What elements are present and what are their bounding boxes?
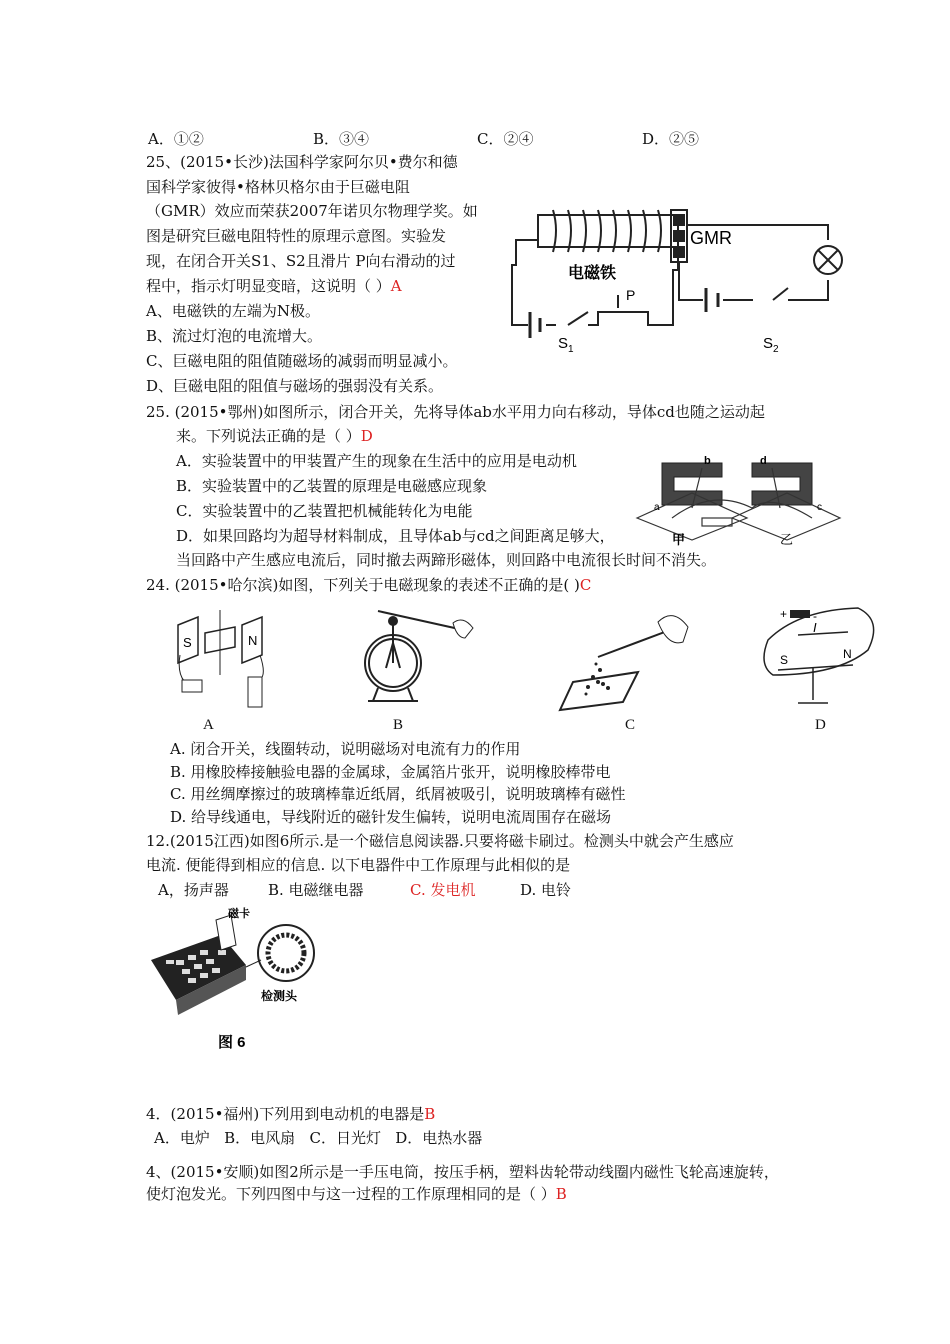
- q4a-line: 4．(2015•福州)下列用到电动机的电器是B: [146, 1105, 436, 1123]
- fig-a-s: S: [183, 635, 192, 650]
- q12-line-2: 电流. 便能得到相应的信息. 以下电器件中工作原理与此相似的是: [146, 856, 571, 874]
- q12-option-c: C. 发电机: [410, 881, 476, 899]
- q25b-option-d: D．如果回路均为超导材料制成，且导体ab与cd之间距离足够大，: [176, 527, 615, 545]
- q4b-line-1: 4、(2015•安顺)如图2所示是一手压电筒，按压手柄，塑料齿轮带动线圈内磁性飞轮高速旋转，: [146, 1163, 779, 1181]
- q25a-line-1: 25、(2015•长沙)法国科学家阿尔贝•费尔和德: [146, 153, 458, 171]
- switch-s2-label: $S_2$: [763, 335, 779, 355]
- fig-label-b: B: [393, 717, 404, 733]
- fig-d-s: S: [780, 653, 789, 667]
- horseshoe-magnets-figure: [632, 448, 844, 548]
- top-option-b: B．③④: [313, 130, 370, 148]
- q25a-line-2: 国科学家彼得•格林贝格尔由于巨磁电阻: [146, 178, 410, 196]
- top-option-d: D．②⑤: [642, 130, 700, 148]
- card-label: 磁卡: [228, 908, 250, 920]
- q25b-option-c: C．实验装置中的乙装置把机械能转化为电能: [176, 502, 473, 520]
- q25a-option-a: A、电磁铁的左端为N极。: [146, 302, 320, 320]
- fig-label-d: D: [815, 717, 826, 733]
- slider-p-label: P: [626, 287, 636, 303]
- fig-d-minus: -: [813, 609, 817, 623]
- q25a-option-c: C、巨磁电阻的阻值随磁场的减弱而明显减小。: [146, 352, 458, 370]
- q12-line-1: 12.(2015江西)如图6所示.是一个磁信息阅读器.只要将磁卡刷过。检测头中就会产生感应: [146, 832, 734, 850]
- q25a-line-3: （GMR）效应而荣获2007年诺贝尔物理学奖。如: [146, 202, 478, 220]
- q25b-line-1: 25. (2015•鄂州)如图所示，闭合开关，先将导体ab水平用力向右移动，导体cd也随之运动起: [146, 403, 765, 421]
- fig-d-plus: +: [780, 607, 788, 621]
- q25a-answer: A: [390, 277, 402, 295]
- gmr-label: GMR: [690, 228, 732, 248]
- q24-answer: C: [579, 576, 592, 594]
- q25b-answer: D: [360, 427, 373, 445]
- q24-option-b: B. 用橡胶棒接触验电器的金属球，金属箔片张开，说明橡胶棒带电: [170, 763, 611, 781]
- figure-c-glass-rod: [558, 602, 698, 712]
- label-c: c: [817, 502, 822, 513]
- q25b-option-a: A．实验装置中的甲装置产生的现象在生活中的应用是电动机: [176, 452, 577, 470]
- q24-option-d: D. 给导线通电，导线附近的磁针发生偏转，说明电流周围存在磁场: [170, 808, 612, 826]
- q25a-line-6: 程中，指示灯明显变暗，这说明（ ）A: [146, 277, 402, 295]
- fig-d-n: N: [843, 647, 852, 661]
- q25b-continuation: 当回路中产生感应电流后，同时撤去两蹄形磁体，则回路中电流很长时间不消失。: [176, 551, 717, 569]
- q4a-answer: B: [424, 1105, 436, 1123]
- magnetic-card-reader-figure: [146, 905, 331, 1055]
- q25a-option-d: D、巨磁电阻的阻值与磁场的强弱没有关系。: [146, 377, 444, 395]
- switch-s1-label: $S_1$: [558, 335, 574, 355]
- q25a-line-4: 图是研究巨磁电阻特性的原理示意图。实验发: [146, 227, 447, 245]
- electromagnet-label: 电磁铁: [568, 265, 617, 282]
- gmr-circuit-figure: [508, 200, 858, 355]
- fig-a-n: N: [248, 633, 258, 648]
- q4b-answer: B: [555, 1185, 567, 1203]
- fig-label-c: C: [625, 717, 636, 733]
- figure-a-motor: [170, 605, 280, 713]
- label-d: d: [760, 455, 767, 467]
- top-option-a: A．①②: [148, 130, 204, 148]
- label-jia: 甲: [672, 532, 686, 547]
- q25b-option-b: B．实验装置中的乙装置的原理是电磁感应现象: [176, 477, 488, 495]
- q4a-options: A．电炉 B．电风扇 C．日光灯 D．电热水器: [154, 1129, 483, 1147]
- q25a-option-b: B、流过灯泡的电流增大。: [146, 327, 323, 345]
- q24-option-c: C. 用丝绸摩擦过的玻璃棒靠近纸屑，纸屑被吸引，说明玻璃棒有磁性: [170, 785, 626, 803]
- fig-label-a: A: [203, 717, 214, 733]
- q4b-line-2: 使灯泡发光。下列四图中与这一过程的工作原理相同的是（ ）B: [146, 1185, 567, 1203]
- figure-b-electroscope: [358, 603, 478, 715]
- q12-option-d: D. 电铃: [520, 881, 572, 899]
- figure-caption: 图 6: [218, 1034, 246, 1051]
- figure-d-oersted: [758, 600, 888, 714]
- head-label: 检测头: [261, 989, 298, 1003]
- q12-option-a: A，扬声器: [158, 881, 229, 899]
- fig-d-current: I: [813, 620, 817, 635]
- q25b-line-2: 来。下列说法正确的是（ ）D: [176, 427, 373, 445]
- q25a-line-5: 现，在闭合开关S1、S2且滑片 P向右滑动的过: [146, 252, 456, 270]
- q24-line: 24. (2015•哈尔滨)如图，下列关于电磁现象的表述不正确的是( )C: [146, 576, 592, 594]
- label-a: a: [654, 502, 660, 513]
- q24-option-a: A. 闭合开关，线圈转动，说明磁场对电流有力的作用: [170, 740, 521, 758]
- top-option-c: C．②④: [477, 130, 534, 148]
- label-yi: 乙: [780, 532, 794, 547]
- label-b: b: [704, 455, 711, 467]
- q12-option-b: B. 电磁继电器: [268, 881, 364, 899]
